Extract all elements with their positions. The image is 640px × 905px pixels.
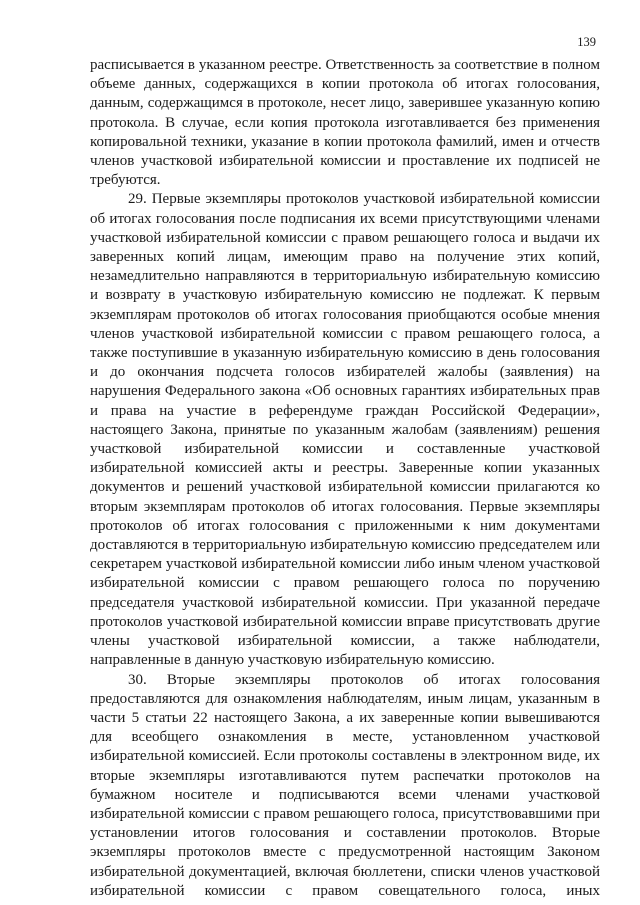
page-number: 139 [577, 35, 596, 49]
document-body [90, 56, 600, 901]
paragraph-29: 29. Первые экземпляры протоколов участковой избирательной комиссии об итогах голосования после подписания их всеми присутствующими членами участковой избирательной комиссии с правом решающего голоса и выдачи их заверенных копий лицам, имеющим право на получение этих копий, незамедлительно направляются в территориальную избирательную комиссию и возврату в участковую избирательную комиссию не подлежат. К первым экземплярам протоколов об итогах голосования приобщаются особые мнения членов участковой избирательной комиссии с правом решающего голоса, а также поступившие в указанную избирательную комиссию в день голосования и до окончания подсчета голосов избирателей жалобы (заявления) на нарушения Федерального закона «Об основных гарантиях избирательных прав и права на участие в референдуме граждан Российской Федерации», настоящего Закона, принятые по указанным жалобам (заявлениям) решения участковой избирательной комиссии и составленные участковой избирательной комиссией акты и реестры. Заверенные копии указанных документов и решений участковой избирательной комиссии прилагаются ко вторым экземплярам протоколов об итогах голосования. Первые экземпляры протоколов об итогах голосования с приложенными к ним документами доставляются в территориальную избирательную комиссию председателем или секретарем участковой избирательной комиссии либо иным членом участковой избирательной комиссии с правом решающего голоса по поручению председателя участковой избирательной комиссии. При указанной передаче протоколов участковой избирательной комиссии вправе присутствовать другие члены участковой избирательной комиссии, а также наблюдатели, направленные в данную участковую избирательную комиссию. [90, 191, 600, 669]
paragraph-30: 30. Вторые экземпляры протоколов об итогах голосования предоставляются для ознакомления наблюдателям, иным лицам, указанным в части 5 статьи 22 настоящего Закона, а их заверенные копии вывешиваются для всеобщего ознакомления в месте, установленном участковой избирательной комиссией. Если протоколы составлены в электронном виде, их вторые экземпляры изготавливаются путем распечатки протоколов на бумажном носителе и подписываются всеми членами участковой избирательной комиссии с правом решающего голоса, присутствовавшими при установлении итогов голосования и составлении протоколов. Вторые экземпляры протоколов вместе с предусмотренной настоящим Законом избирательной документацией, включая бюллетени, списки членов участковой избирательной комиссии с правом совещательного голоса, иных [90, 671, 600, 899]
paragraph-continuation: расписывается в указанном реестре. Ответственность за соответствие в полном объеме данных, содержащихся в копии протокола об итогах голосования, данным, содержащимся в протоколе, несет лицо, заверившее указанную копию протокола. В случае, если копия протокола изготавливается без применения копировальной техники, указание в копии протокола фамилий, имен и отчеств членов участковой избирательной комиссии и проставление их подписей не требуются. [90, 57, 600, 189]
